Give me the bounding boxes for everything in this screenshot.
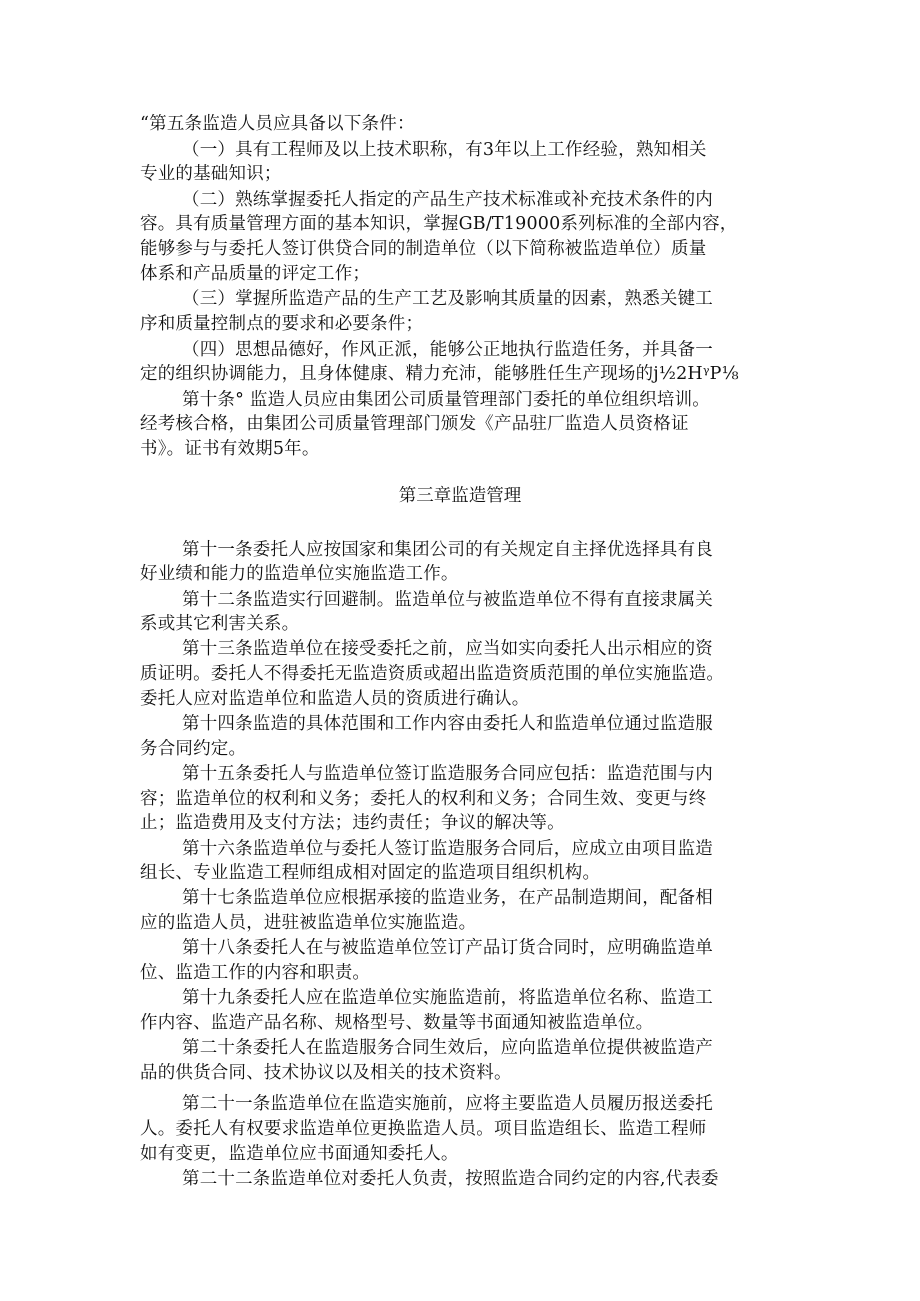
text-line: 能够参与与委托人签订供贷合同的制造单位（以下简称被监造单位）质量 [140, 239, 707, 259]
text-line: “第五条监造人员应具备以下条件： [140, 114, 415, 134]
text-line: （二）熟练掌握委托人指定的产品生产技术标准或补充技术条件的内 [182, 190, 713, 210]
chapter-heading: 第三章监造管理 [398, 486, 522, 506]
text-line: 人。委托人有权要求监造单位更换监造人员。项目监造组长、监造工程师 [140, 1119, 707, 1139]
text-line: 书》。证书有效期5年。 [140, 439, 320, 459]
text-line: 第十九条委托人应在监造单位实施监造前，将监造单位名称、监造工 [182, 988, 713, 1008]
text-line: （四）思想品德好，作风正派，能够公正地执行监造任务，并具备一 [182, 340, 713, 360]
text-line: 组长、专业监造工程师组成相对固定的监造项目组织机构。 [140, 863, 601, 883]
text-line: 定的组织协调能力，且身体健康、精力充沛，能够胜任生产现场的j½2HᵞP⅛ [140, 364, 739, 384]
text-line: 第二十二条监造单位对委托人负责，按照监造合同约定的内容,代表委 [182, 1169, 719, 1189]
text-line: 第十八条委托人在与被监造单位笠订产品订货合同时，应明确监造单 [182, 938, 713, 958]
text-line: 第十七条监造单位应根据承接的监造业务，在产品制造期间，配备相 [182, 888, 713, 908]
text-line: 第十一条委托人应按国家和集团公司的有关规定自主择优选择具有良 [182, 540, 713, 560]
text-line: 容；监造单位的权利和义务；委托人的权利和义务；合同生效、变更与终 [140, 789, 707, 809]
text-line: 第十三条监造单位在接受委托之前，应当如实向委托人出示相应的资 [182, 639, 713, 659]
text-line: 品的供货合同、技术协议以及相关的技术资料。 [140, 1063, 512, 1083]
text-line: 第十四条监造的具体范围和工作内容由委托人和监造单位通过监造服 [182, 714, 713, 734]
text-line: 第十五条委托人与监造单位签订监造服务合同应包括：监造范围与内 [182, 764, 713, 784]
text-line: 第十条° 监造人员应由集团公司质量管理部门委托的单位组织培训。 [182, 390, 711, 410]
text-line: 质证明。委托人不得委托无监造资质或超出监造资质范围的单位实施监造。 [140, 664, 725, 684]
text-line: 容。具有质量管理方面的基本知识，掌握GB/T19000系列标准的全部内容， [140, 214, 738, 234]
text-line: 委托人应对监造单位和监造人员的资质进行确认。 [140, 689, 530, 709]
text-line: 应的监造人员，进驻被监造单位实施监造。 [140, 913, 477, 933]
text-line: 第十二条监造实行回避制。监造单位与被监造单位不得有直接隶属关 [182, 590, 713, 610]
text-line: 止；监造费用及支付方法；违约责任；争议的解决等。 [140, 813, 565, 833]
text-line: （三）掌握所监造产品的生产工艺及影响其质量的因素，熟悉关键工 [182, 289, 713, 309]
text-line: 位、监造工作的内容和职责。 [140, 963, 371, 983]
text-line: 第二十条委托人在监造服务合同生效后，应向监造单位提供被监造产 [182, 1038, 713, 1058]
text-line: 专业的基础知识； [140, 164, 282, 184]
text-line: 如有变更，监造单位应书面通知委托人。 [140, 1144, 459, 1164]
text-line: 第十六条监造单位与委托人签订监造服务合同后，应成立由项目监造 [182, 839, 713, 859]
text-line: 系或其它利害关系。 [140, 614, 300, 634]
text-line: 第二十一条监造单位在监造实施前，应将主要监造人员履历报送委托 [182, 1094, 713, 1114]
text-line: 经考核合格，由集团公司质量管理部门颁发《产品驻厂监造人员资格证 [140, 414, 689, 434]
text-line: （一）具有工程师及以上技术职称，有3年以上工作经验，熟知相关 [182, 140, 707, 160]
text-line: 作内容、监造产品名称、规格型号、数量等书面通知被监造单位。 [140, 1013, 654, 1033]
text-line: 序和质量控制点的要求和必要条件； [140, 314, 424, 334]
text-line: 体系和产品质量的评定工作； [140, 264, 371, 284]
text-line: 好业绩和能力的监造单位实施监造工作。 [140, 564, 459, 584]
text-line: 务合同约定。 [140, 739, 247, 759]
